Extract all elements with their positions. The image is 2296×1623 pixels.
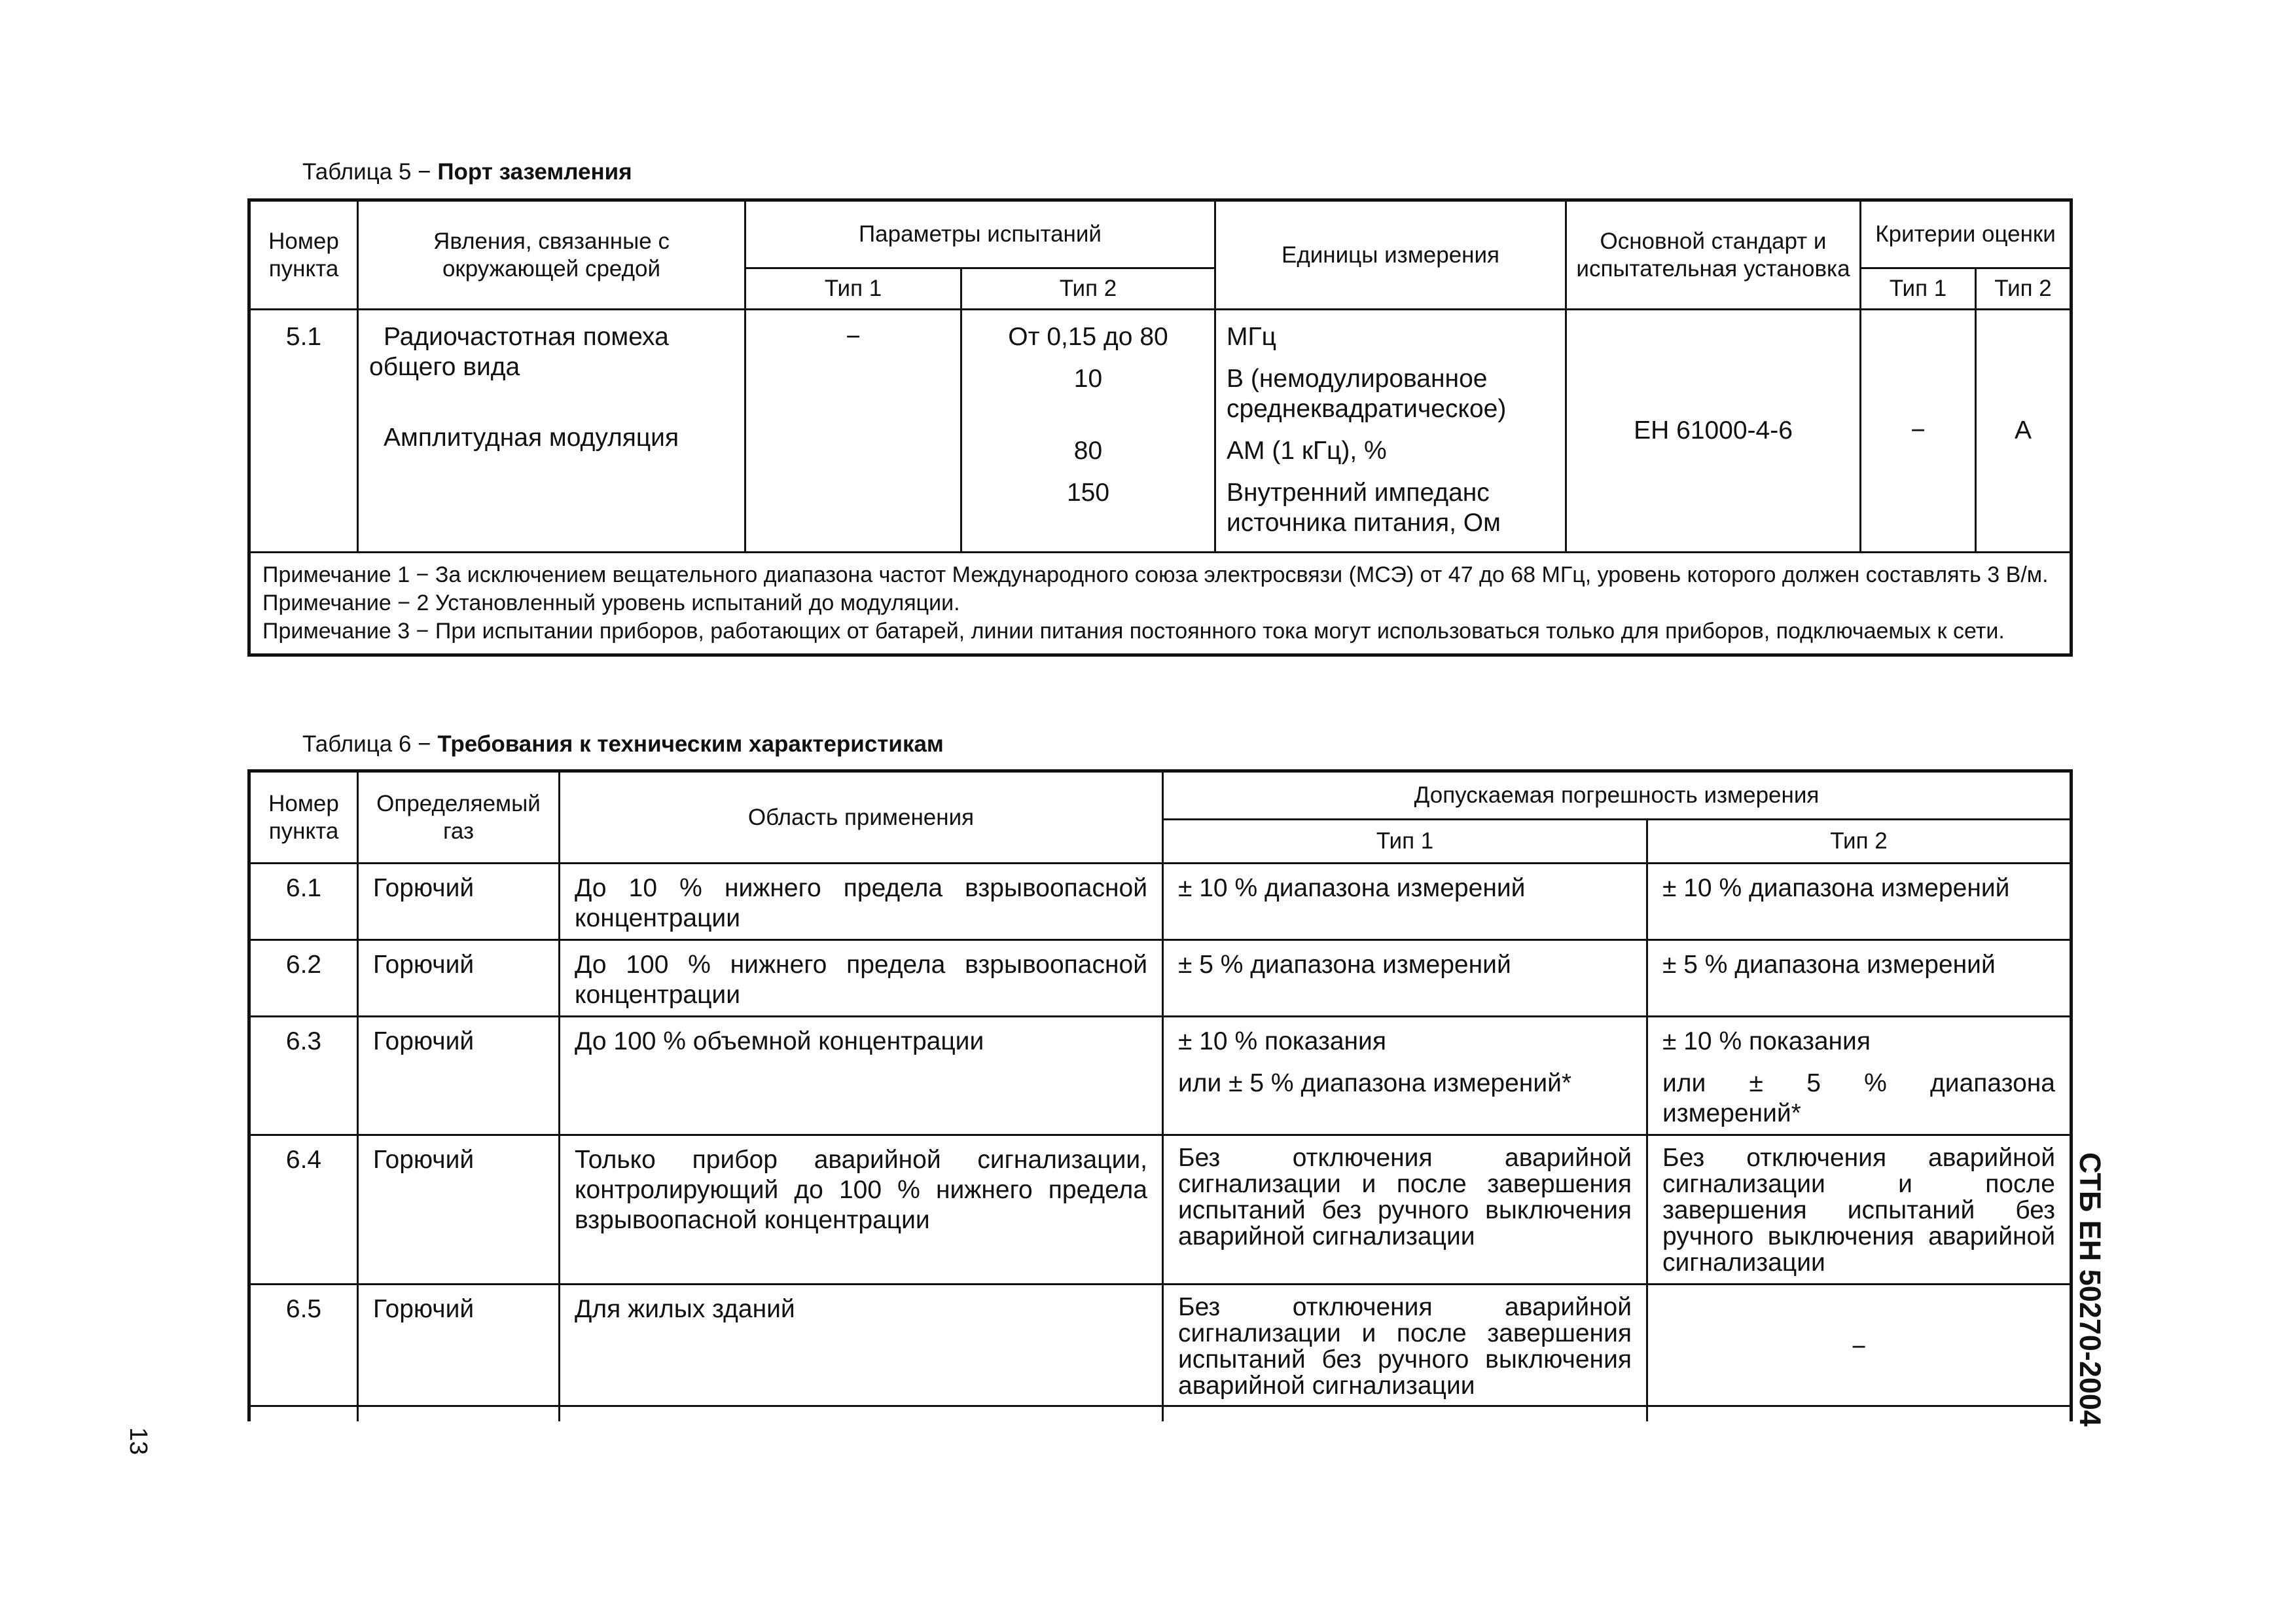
t6-row-type1: Без отключения аварийной сигнализации и после завершения испытаний без ручного выключения аварийной сигнализации — [1163, 1135, 1647, 1285]
t6-continuation-row — [249, 1406, 2072, 1422]
t6-row — [249, 864, 2072, 940]
t5-unit: МГц — [1227, 323, 1276, 351]
t5-header-standard: Основной стандарт и испытательная установка — [1566, 200, 1861, 310]
t6-row-gas: Горючий — [358, 1135, 560, 1285]
t6-header-scope: Область применения — [560, 771, 1163, 864]
t6-row-type2 — [1647, 1017, 2072, 1135]
t6-row — [249, 940, 2072, 1017]
table-5-caption-prefix: Таблица 5 − — [302, 159, 431, 185]
t6-row-gas: Горючий — [358, 940, 560, 1017]
t5-header-units: Единицы измерения — [1215, 200, 1566, 310]
t6-row-scope: До 100 % нижнего предела взрывоопасной концентрации — [560, 940, 1163, 1017]
t6-row-scope: До 100 % объемной концентрации — [560, 1017, 1163, 1135]
t6-header-type2: Тип 2 — [1647, 820, 2072, 864]
table-5-caption — [302, 159, 632, 185]
t6-row-num: 6.4 — [249, 1135, 358, 1285]
t5-row-crit-type1: − — [1861, 310, 1976, 553]
t5-phenomena-rf: Радиочастотная помеха общего вида — [369, 323, 669, 381]
t6-row-gas: Горючий — [358, 864, 560, 940]
t5-row-crit-type2: А — [1976, 310, 2072, 553]
t6-row-gas: Горючий — [358, 1017, 560, 1135]
t5-header-criteria: Критерии оценки — [1861, 200, 2072, 268]
t6-row — [249, 1135, 2072, 1285]
t5-phenomena-am: Амплитудная модуляция — [384, 424, 679, 452]
t6-value: ± 10 % показания — [1178, 1027, 1386, 1055]
t6-value: или ± 5 % диапазона измерений* — [1662, 1069, 2055, 1127]
t6-row-scope: Для жилых зданий — [560, 1285, 1163, 1406]
t6-row-scope: До 10 % нижнего предела взрывоопасной концентрации — [560, 864, 1163, 940]
t5-header-crit-type1: Тип 1 — [1861, 268, 1976, 310]
t5-type2-value: 10 — [1073, 365, 1103, 393]
t5-header-num: Номер пункта — [249, 200, 358, 310]
t5-type2-value: 80 — [1073, 437, 1103, 465]
t6-row-type1: ± 5 % диапазона измерений — [1163, 940, 1647, 1017]
t6-row-type2: − — [1647, 1285, 2072, 1406]
t5-header-crit-type2: Тип 2 — [1976, 268, 2072, 310]
t6-row-type1 — [1163, 1017, 1647, 1135]
t5-row-type1: − — [745, 310, 961, 553]
t6-value: или ± 5 % диапазона измерений* — [1178, 1069, 1572, 1097]
page-number: 13 — [124, 1427, 152, 1455]
t6-row — [249, 1285, 2072, 1406]
t5-header-params: Параметры испытаний — [745, 200, 1215, 268]
table-6 — [247, 769, 2073, 1421]
t5-row-phenomena — [358, 310, 745, 553]
t5-header-phenomena: Явления, связанные с окружающей средой — [358, 200, 745, 310]
t5-notes — [249, 553, 2072, 655]
t5-row-type2 — [961, 310, 1215, 553]
t5-type2-value: От 0,15 до 80 — [1008, 323, 1168, 351]
t6-value: ± 10 % показания — [1662, 1027, 1871, 1055]
t6-row-num: 6.5 — [249, 1285, 358, 1406]
table-6-caption — [302, 731, 944, 757]
table-6-caption-title: Требования к техническим характеристикам — [437, 731, 944, 757]
t6-row-num: 6.3 — [249, 1017, 358, 1135]
t6-row-type2: ± 5 % диапазона измерений — [1647, 940, 2072, 1017]
t6-header-type1: Тип 1 — [1163, 820, 1647, 864]
t6-header-num: Номер пункта — [249, 771, 358, 864]
t5-unit: Внутренний импеданс источника питания, Ом — [1227, 479, 1501, 537]
table-5 — [247, 198, 2073, 657]
t6-row-gas: Горючий — [358, 1285, 560, 1406]
t6-row-num: 6.1 — [249, 864, 358, 940]
t6-row-type2: ± 10 % диапазона измерений — [1647, 864, 2072, 940]
t6-header-gas: Определяемый газ — [358, 771, 560, 864]
t5-row-num: 5.1 — [249, 310, 358, 553]
t5-row-units — [1215, 310, 1566, 553]
table-6-caption-prefix: Таблица 6 − — [302, 731, 431, 757]
t6-row-type1: Без отключения аварийной сигнализации и после завершения испытаний без ручного выключения аварийной сигнализации — [1163, 1285, 1647, 1406]
t5-note-2: Примечание − 2 Установленный уровень испытаний до модуляции. — [262, 591, 960, 615]
t6-row-type1: ± 10 % диапазона измерений — [1163, 864, 1647, 940]
t6-row-num: 6.2 — [249, 940, 358, 1017]
t6-row — [249, 1017, 2072, 1135]
t5-unit: В (немодулированное среднеквадратическое) — [1227, 365, 1507, 423]
t5-type2-value: 150 — [1066, 479, 1110, 507]
t5-header-type2: Тип 2 — [961, 268, 1215, 310]
document-code: СТБ ЕН 50270-2004 — [2073, 1152, 2107, 1427]
t5-header-type1: Тип 1 — [745, 268, 961, 310]
table-5-caption-title: Порт заземления — [437, 159, 632, 185]
t5-note-3: Примечание 3 − При испытании приборов, работающих от батарей, линии питания постоянного тока могут использоваться только для приборов, подключаемых к сети. — [262, 619, 2005, 644]
t5-unit: АМ (1 кГц), % — [1227, 437, 1387, 465]
t6-row-type2: Без отключения аварийной сигнализации и после завершения испытаний без ручного выключения аварийной сигнализации — [1647, 1135, 2072, 1285]
t6-row-scope: Только прибор аварийной сигнализации, контролирующий до 100 % нижнего предела взрывоопасной концентрации — [560, 1135, 1163, 1285]
t5-note-1: Примечание 1 − За исключением вещательного диапазона частот Международного союза электросвязи (МСЭ) от 47 до 68 МГц, уровень которого должен составлять 3 В/м. — [262, 562, 2049, 587]
t6-header-error: Допускаемая погрешность измерения — [1163, 771, 2072, 820]
t5-row-standard: ЕН 61000-4-6 — [1566, 310, 1861, 553]
